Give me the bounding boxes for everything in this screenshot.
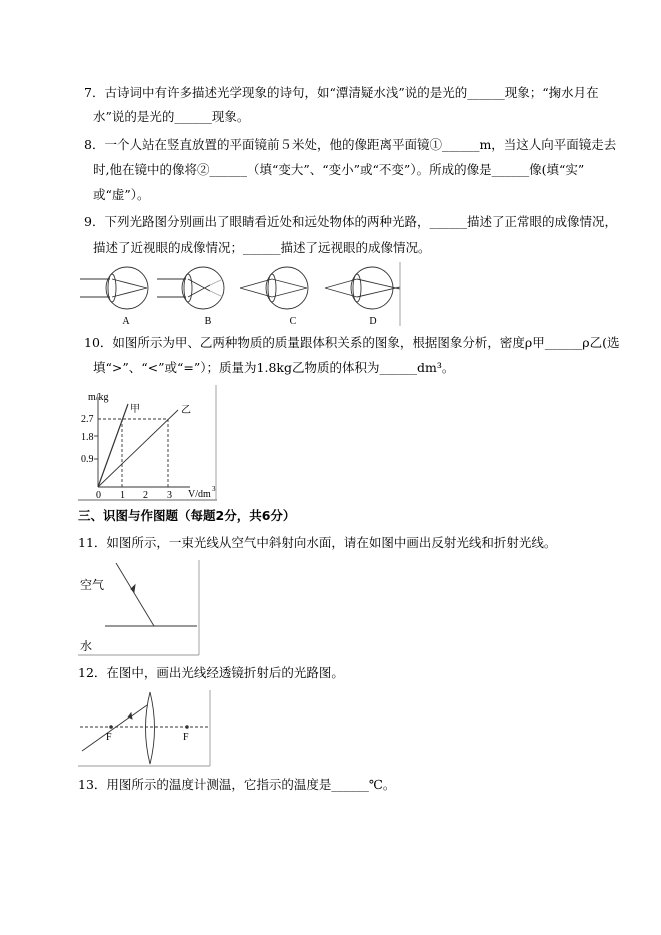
series-yi-line bbox=[98, 410, 178, 487]
q11-line1: 11．如图所示，一束光线从空气中斜射向水面，请在如图中画出反射光线和折射光线。 bbox=[78, 535, 557, 550]
series-yi-label: 乙 bbox=[181, 405, 191, 416]
q8-line1: 8．一个人站在竖直放置的平面镜前５米处，他的像距离平面镜①______m，当这人向平面镜走去 bbox=[84, 137, 617, 152]
q7-line1: 7．古诗词中有许多描述光学现象的诗句，如“潭清疑水浅”说的是光的______现象；“掬水月在 bbox=[84, 85, 599, 100]
q9-line1: 9．下列光路图分别画出了眼睛看近处和远处物体的两种光路，______描述了正常眼的成像情况， bbox=[84, 214, 617, 229]
ytick-2-7: 2.7 bbox=[81, 414, 94, 425]
series-jia-line bbox=[98, 404, 128, 487]
q8-line3: 或“虚”）。 bbox=[93, 187, 150, 202]
eye-label-d: D bbox=[369, 316, 377, 327]
xtick-0: 0 bbox=[96, 490, 101, 501]
graph-xlabel-sup: 3 bbox=[212, 485, 216, 493]
q10-line1: 10．如图所示为甲、乙两种物质的质量跟体积关系的图象，根据图象分析，密度ρ甲______ρ乙(选 bbox=[84, 335, 620, 350]
refraction-figure bbox=[78, 560, 199, 655]
air-label: 空气 bbox=[80, 578, 105, 592]
focus-right-label: F bbox=[183, 732, 189, 743]
xtick-1: 1 bbox=[120, 490, 125, 501]
q9-line2: 描述了近视眼的成像情况；______描述了远视眼的成像情况。 bbox=[93, 240, 431, 255]
ytick-0-9: 0.9 bbox=[81, 454, 94, 465]
series-jia-label: 甲 bbox=[130, 404, 140, 415]
q7-line2: 水”说的是光的______现象。 bbox=[93, 109, 250, 124]
xtick-3: 3 bbox=[167, 490, 172, 501]
graph-xlabel: V/dm bbox=[188, 489, 211, 500]
lens-figure bbox=[78, 690, 210, 766]
ytick-1-8: 1.8 bbox=[81, 432, 94, 443]
eye-label-a: A bbox=[122, 316, 130, 327]
q10-line2: 填“>”、“<”或“=”）；质量为1.8kg乙物质的体积为______dm³。 bbox=[93, 360, 455, 375]
q8-line2: 时,他在镜中的像将②______（填“变大”、“变小”或“不变”）。所成的像是______像(填“实” bbox=[93, 162, 585, 177]
xtick-2: 2 bbox=[143, 490, 148, 501]
eye-label-c: C bbox=[289, 316, 297, 327]
graph-ylabel: m/kg bbox=[88, 392, 109, 403]
q13-line1: 13．用图所示的温度计测温，它指示的温度是______℃。 bbox=[78, 777, 396, 792]
q12-line1: 12．在图中，画出光线经透镜折射后的光路图。 bbox=[78, 665, 344, 680]
water-label: 水 bbox=[80, 639, 93, 653]
focus-left-label: F bbox=[106, 732, 112, 743]
eye-label-b: B bbox=[204, 316, 212, 327]
section-3-title: 三、识图与作图题（每题2分，共6分） bbox=[78, 508, 296, 523]
